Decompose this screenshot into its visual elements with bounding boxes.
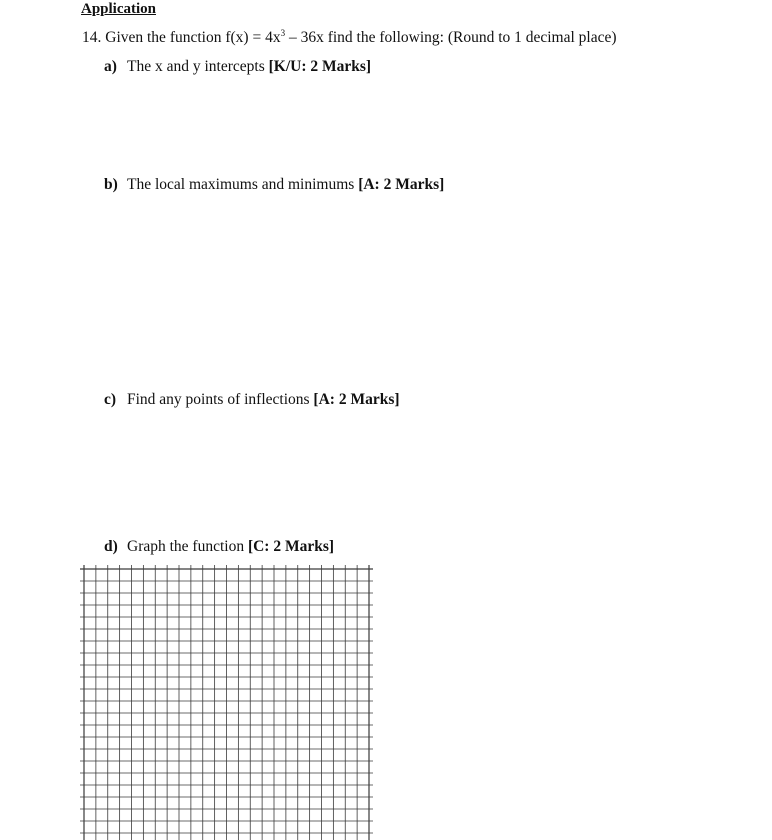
part-b-letter: b) (104, 176, 118, 193)
part-c-letter: c) (104, 391, 117, 408)
question-14 (82, 28, 617, 48)
question-text-end: – 36x find the following: (Round to 1 decimal place) (285, 29, 617, 46)
question-exponent: 3 (280, 28, 286, 38)
part-c-text: Find any points of inflections (127, 391, 314, 408)
part-a-marks: [K/U: 2 Marks] (268, 58, 372, 75)
part-b (104, 175, 444, 195)
part-a-text: The x and y intercepts (127, 58, 269, 75)
part-c (104, 390, 400, 410)
part-b-text: The local maximums and minimums (127, 176, 359, 193)
section-heading: Application (81, 1, 157, 17)
part-c-marks: [A: 2 Marks] (313, 391, 400, 408)
graph-paper-grid (80, 565, 373, 840)
part-b-marks: [A: 2 Marks] (358, 176, 445, 193)
part-d-letter: d) (104, 538, 118, 555)
part-d-text: Graph the function (127, 538, 248, 555)
part-d-marks: [C: 2 Marks] (247, 538, 335, 555)
graph-paper-svg (80, 565, 373, 840)
part-a-letter: a) (104, 58, 117, 75)
question-text-start: Given the function f(x) = 4x (105, 29, 281, 46)
part-d (104, 537, 334, 557)
part-a (104, 57, 371, 77)
question-number: 14. (82, 29, 102, 46)
